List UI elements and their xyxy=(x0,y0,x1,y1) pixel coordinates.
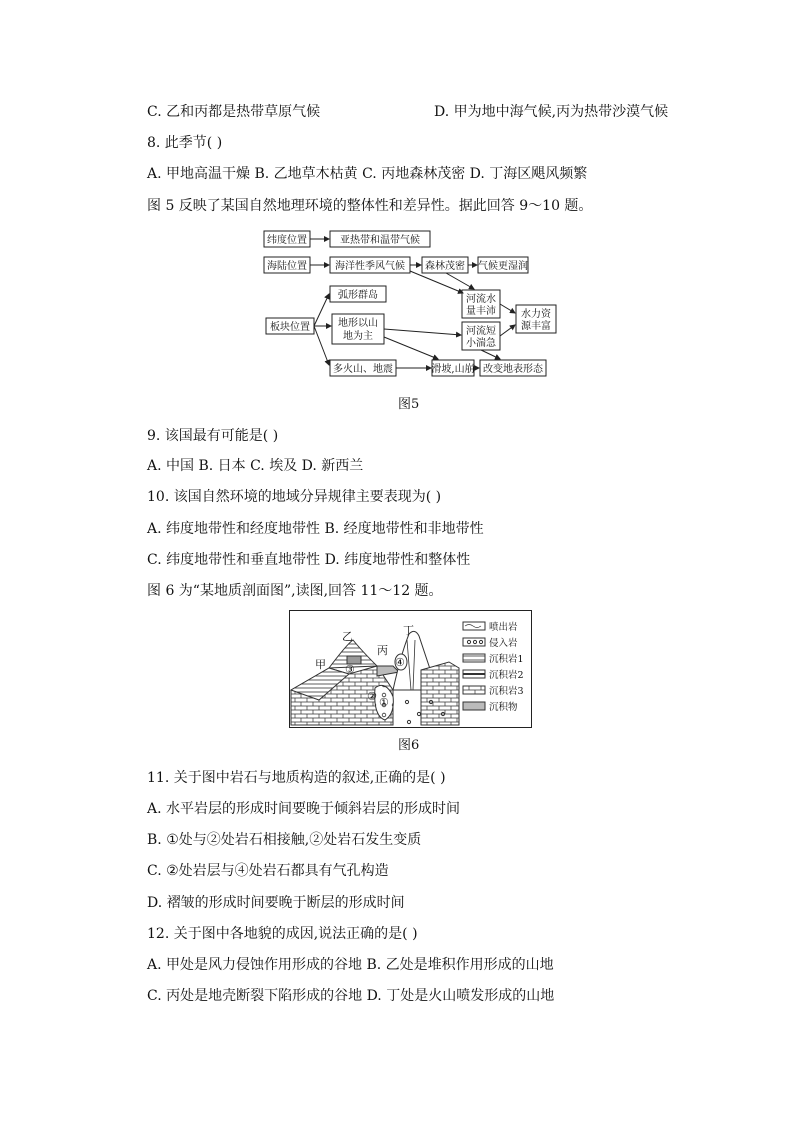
intro-9-10: 图 5 反映了某国自然地理环境的整体性和差异性。据此回答 9～10 题。 xyxy=(147,198,593,214)
fig5-arc-islands: 弧形群岛 xyxy=(338,290,378,301)
q10-option-cd: C. 纬度地带性和垂直地带性 D. 纬度地带性和整体性 xyxy=(147,552,471,568)
fig5-forest: 森林茂密 xyxy=(425,261,465,272)
q8-stem: 8. 此季节( ) xyxy=(147,135,223,151)
fig6-marker-3: ③ xyxy=(345,663,355,676)
fig6-legend-4: 沉积岩3 xyxy=(489,686,524,697)
q11-option-d: D. 褶皱的形成时间要晚于断层的形成时间 xyxy=(147,895,405,911)
fig6-legend-1: 侵入岩 xyxy=(489,638,518,649)
fig6-legend-0: 喷出岩 xyxy=(489,622,518,633)
q7-option-c: C. 乙和丙都是热带草原气候 xyxy=(147,104,321,120)
q11-option-b: B. ①处与②处岩石相接触,②处岩石发生变质 xyxy=(147,832,422,848)
fig5-climate-belt: 亚热带和温带气候 xyxy=(340,235,420,246)
fig5-hydro-1: 水力资 xyxy=(521,309,551,320)
fig5-volcano: 多火山、地震 xyxy=(333,364,393,375)
fig6-legend-3: 沉积岩2 xyxy=(489,670,524,681)
q9-options: A. 中国 B. 日本 C. 埃及 D. 新西兰 xyxy=(147,458,364,474)
fig5-slope: 滑坡,山崩 xyxy=(431,364,475,375)
fig5-river-short-2: 小湍急 xyxy=(466,338,496,349)
q12-option-cd: C. 丙处是地壳断裂下陷形成的谷地 D. 丁处是火山喷发形成的山地 xyxy=(147,988,555,1004)
q10-option-ab: A. 纬度地带性和经度地带性 B. 经度地带性和非地带性 xyxy=(147,521,484,537)
fig5-land-sea: 海陆位置 xyxy=(267,261,307,272)
figure6-diagram xyxy=(289,610,532,728)
q10-stem: 10. 该国自然环境的地域分异规律主要表现为( ) xyxy=(147,489,442,505)
q11-stem: 11. 关于图中岩石与地质构造的叙述,正确的是( ) xyxy=(147,770,446,786)
fig6-label-yi: 乙 xyxy=(342,630,353,643)
fig5-plate: 板块位置 xyxy=(270,322,310,333)
q12-stem: 12. 关于图中各地貌的成因,说法正确的是( ) xyxy=(147,926,418,942)
fig5-landform: 改变地表形态 xyxy=(483,364,543,375)
fig6-label-bing: 丙 xyxy=(377,644,388,657)
q8-options: A. 甲地高温干燥 B. 乙地草木枯黄 C. 丙地森林茂密 D. 丁海区飓风频繁 xyxy=(147,166,588,182)
fig6-label-ding: 丁 xyxy=(403,624,414,637)
intro-11-12: 图 6 为“某地质剖面图”,读图,回答 11～12 题。 xyxy=(147,583,443,599)
fig6-label-jia: 甲 xyxy=(315,658,326,671)
figure6-caption: 图6 xyxy=(398,738,420,753)
fig5-terrain-2: 地为主 xyxy=(343,331,373,342)
fig5-latitude: 纬度位置 xyxy=(267,235,307,246)
q11-option-c: C. ②处岩层与④处岩石都具有气孔构造 xyxy=(147,863,389,879)
fig6-legend-2: 沉积岩1 xyxy=(489,654,524,665)
q7-option-d: D. 甲为地中海气候,丙为热带沙漠气候 xyxy=(434,104,669,120)
fig5-terrain-1: 地形以山 xyxy=(338,318,378,329)
fig5-river-short-1: 河流短 xyxy=(466,326,496,337)
fig6-legend-5: 沉积物 xyxy=(489,702,518,713)
fig5-humid: 气候更湿润 xyxy=(478,261,528,272)
q9-stem: 9. 该国最有可能是( ) xyxy=(147,428,279,444)
fig5-monsoon: 海洋性季风气候 xyxy=(335,261,405,272)
fig6-marker-2: ② xyxy=(367,690,377,703)
q11-option-a: A. 水平岩层的形成时间要晚于倾斜岩层的形成时间 xyxy=(147,801,461,817)
fig5-river-water-1: 河流水 xyxy=(466,294,496,305)
fig6-marker-1: ① xyxy=(379,696,389,709)
fig6-marker-4: ④ xyxy=(395,656,405,669)
q12-option-ab: A. 甲处是风力侵蚀作用形成的谷地 B. 乙处是堆积作用形成的山地 xyxy=(147,957,554,973)
figure5-caption: 图5 xyxy=(398,397,420,412)
figure5-diagram xyxy=(260,227,560,382)
fig5-river-water-2: 量丰沛 xyxy=(466,306,496,317)
fig5-hydro-2: 源丰富 xyxy=(521,321,551,332)
